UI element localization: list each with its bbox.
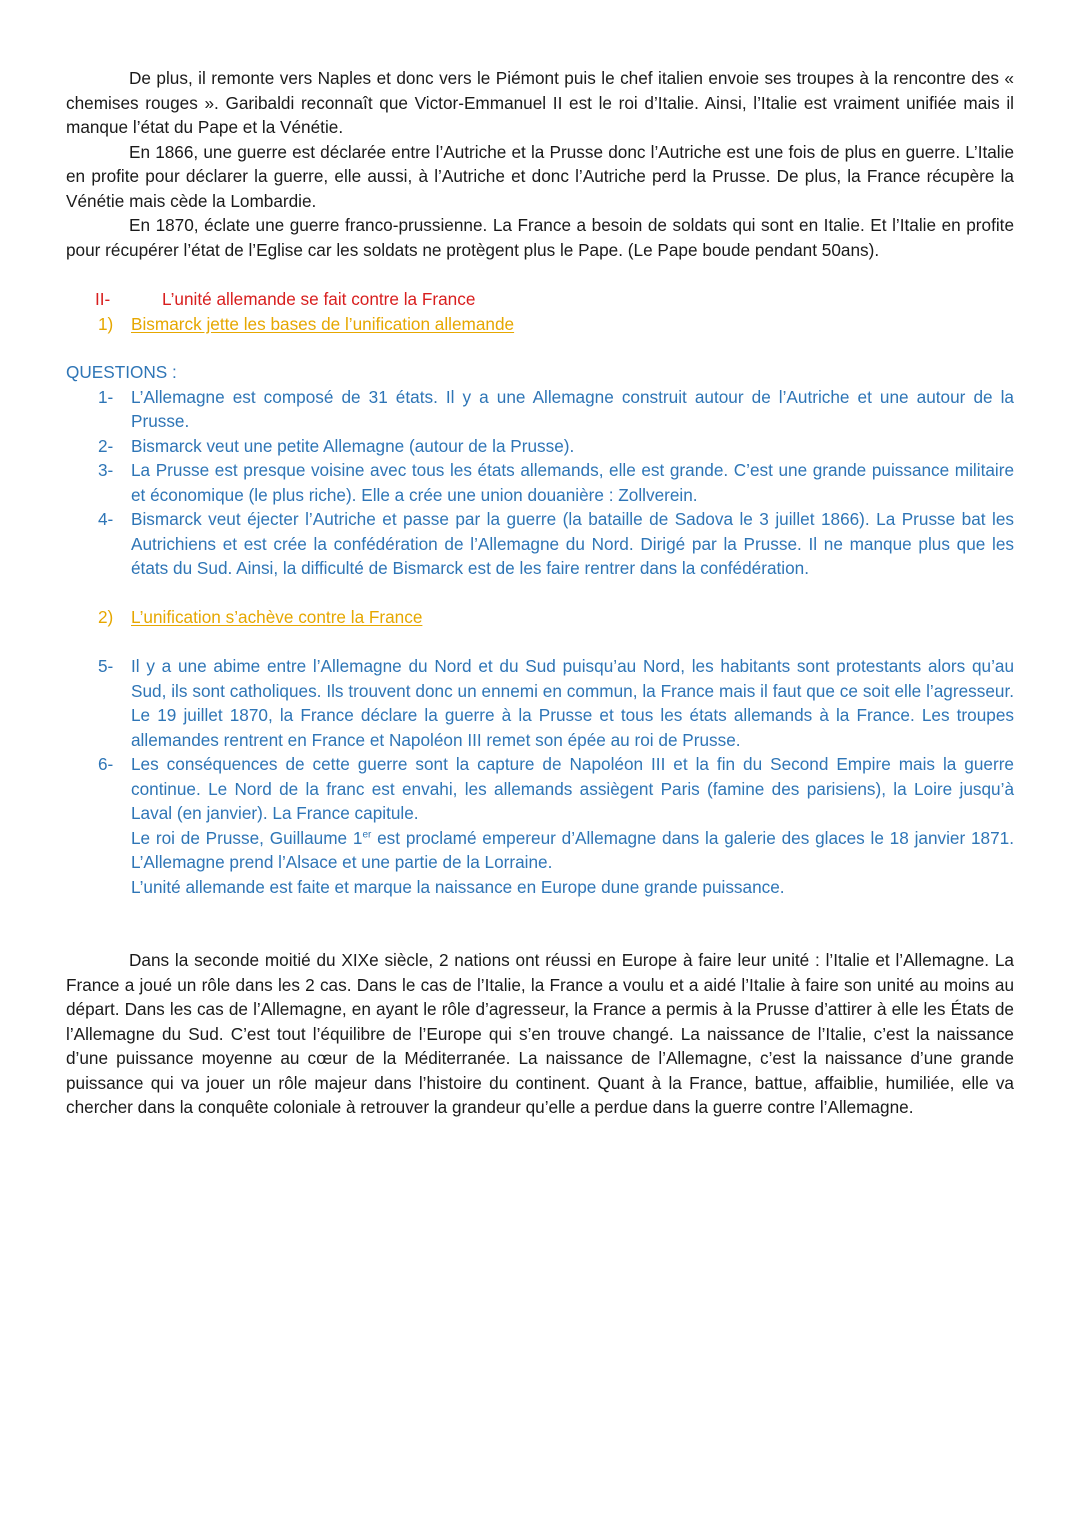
document-page xyxy=(66,66,1014,1120)
question-answer-text: Bismarck veut éjecter l’Autriche et passe par la guerre (la bataille de Sadova le 3 juillet 1866). La Prusse bat les Autrichiens et est crée la confédération de l’Allemagne du Nord. Dirigé par la Prusse. Il ne manque plus que les états du Sud. Ainsi, la difficulté de Bismarck est de les faire rentrer dans la confédération. xyxy=(131,509,1014,578)
answer-6-cont-b: est proclamé empereur d’Allemagne dans la galerie des glaces le 18 janvier 1871. L’Allemagne prend l’Alsace et une partie de la Lorraine. xyxy=(131,827,1014,872)
subsection-1-title: Bismarck jette les bases de l’unification allemande xyxy=(131,313,515,334)
question-answer-item xyxy=(66,385,1014,434)
questions-label: QUESTIONS : xyxy=(66,362,177,382)
question-number: 5- xyxy=(98,656,114,676)
question-number: 2- xyxy=(98,435,114,456)
answer-6-continuation-2: L’unité allemande est faite et marque la naissance en Europe dune grande puissance. xyxy=(131,876,785,897)
question-number: 4- xyxy=(98,509,114,529)
intro-paragraph-3: En 1870, éclate une guerre franco-prussienne. La France a besoin de soldats qui sont en Italie. Et l’Italie en profite pour récupérer l’état de l’Eglise car les soldats ne protègent plus le Pape. (Le Pape boude pendant 50ans). xyxy=(66,215,1014,260)
question-answer-text: Bismarck veut une petite Allemagne (autour de la Prusse). xyxy=(131,435,575,456)
intro-paragraph-2: En 1866, une guerre est déclarée entre l’Autriche et la Prusse donc l’Autriche est une fois de plus en guerre. L’Italie en profite pour déclarer la guerre, elle aussi, à l’Autriche et donc l’Autriche perd la Prusse. De plus, la France récupère la Vénétie mais cède la Lombardie. xyxy=(66,141,1014,211)
subsection-1-number: 1) xyxy=(98,313,114,334)
answer-6-cont-sup: er xyxy=(362,828,372,840)
section-title: L’unité allemande se fait contre la France xyxy=(162,289,476,309)
conclusion-paragraph: Dans la seconde moitié du XIXe siècle, 2 nations ont réussi en Europe à faire leur unité : l’Italie et l’Allemagne. La France a joué un rôle dans les 2 cas. Dans le cas de l’Italie, la France a voulu et a aidé l’Italie à faire son unité au moins au départ. Dans les cas de l’Allemagne, en ayant le rôle d’agresseur, la France a permis à la Prusse d’attirer à elle les États de l’Allemagne du Sud. C’est tout l’équilibre de l’Europe qui s’en trouve changé. La naissance de l’Italie, c’est la naissance d’une puissance moyenne au cœur de la Méditerranée. La naissance de l’Allemagne, c’est la naissance d’une grande puissance qui va jouer un rôle majeur dans l’histoire du continent. Quant à la France, battue, affaiblie, humiliée, elle va chercher dans la conquête coloniale à retrouver la grandeur qu’elle a perdue dans la guerre contre l’Allemagne. xyxy=(66,950,1014,1117)
section-heading xyxy=(66,287,1014,312)
question-answer-item xyxy=(66,752,1014,826)
question-answer-text: Il y a une abime entre l’Allemagne du Nord et du Sud puisqu’au Nord, les habitants sont protestants alors qu’au Sud, ils sont catholiques. Ils trouvent donc un ennemi en commun, la France mais il faut que ce soit elle l’agresseur. Le 19 juillet 1870, la France déclare la guerre à la Prusse et tous les états allemands à la France. Les troupes allemandes rentrent en France et Napoléon III remet son épée au roi de Prusse. xyxy=(131,656,1014,750)
questions-list-1 xyxy=(66,385,1014,581)
intro-paragraph-1: De plus, il remonte vers Naples et donc vers le Piémont puis le chef italien envoie ses troupes à la rencontre des « chemises rouges ». Garibaldi reconnaît que Victor-Emmanuel II est le roi d’Italie. Ainsi, l’Italie est vraiment unifiée mais il manque l’état du Pape et la Vénétie. xyxy=(66,68,1014,137)
question-answer-item xyxy=(66,507,1014,581)
subsection-2-number: 2) xyxy=(98,606,114,627)
question-answer-item xyxy=(66,458,1014,507)
questions-list-2 xyxy=(66,654,1014,826)
question-number: 1- xyxy=(98,386,114,407)
subsection-2-title: L’unification s’achève contre la France xyxy=(131,606,423,627)
question-number: 6- xyxy=(98,754,114,774)
question-answer-text: Les conséquences de cette guerre sont la capture de Napoléon III et la fin du Second Empire mais la guerre continue. Le Nord de la franc est envahi, les allemands assiègent Paris (famine des parisiens), la Loire jusqu’à Laval (en janvier). La France capitule. xyxy=(131,754,1014,823)
answer-6-cont-a: Le roi de Prusse, Guillaume 1 xyxy=(131,827,363,848)
question-answer-text: L’Allemagne est composé de 31 états. Il y a une Allemagne construit autour de l’Autriche et une autour de la Prusse. xyxy=(131,386,1014,431)
section-number: II- xyxy=(95,289,111,309)
question-number: 3- xyxy=(98,460,114,480)
subsection-2-heading xyxy=(66,605,1014,630)
answer-6-continuation-1 xyxy=(66,826,1014,875)
subsection-1-heading xyxy=(66,312,1014,337)
question-answer-text: La Prusse est presque voisine avec tous les états allemands, elle est grande. C’est une grande puissance militaire et économique (le plus riche). Elle a crée une union douanière : Zollverein. xyxy=(131,460,1014,505)
question-answer-item xyxy=(66,654,1014,752)
question-answer-item xyxy=(66,434,1014,459)
